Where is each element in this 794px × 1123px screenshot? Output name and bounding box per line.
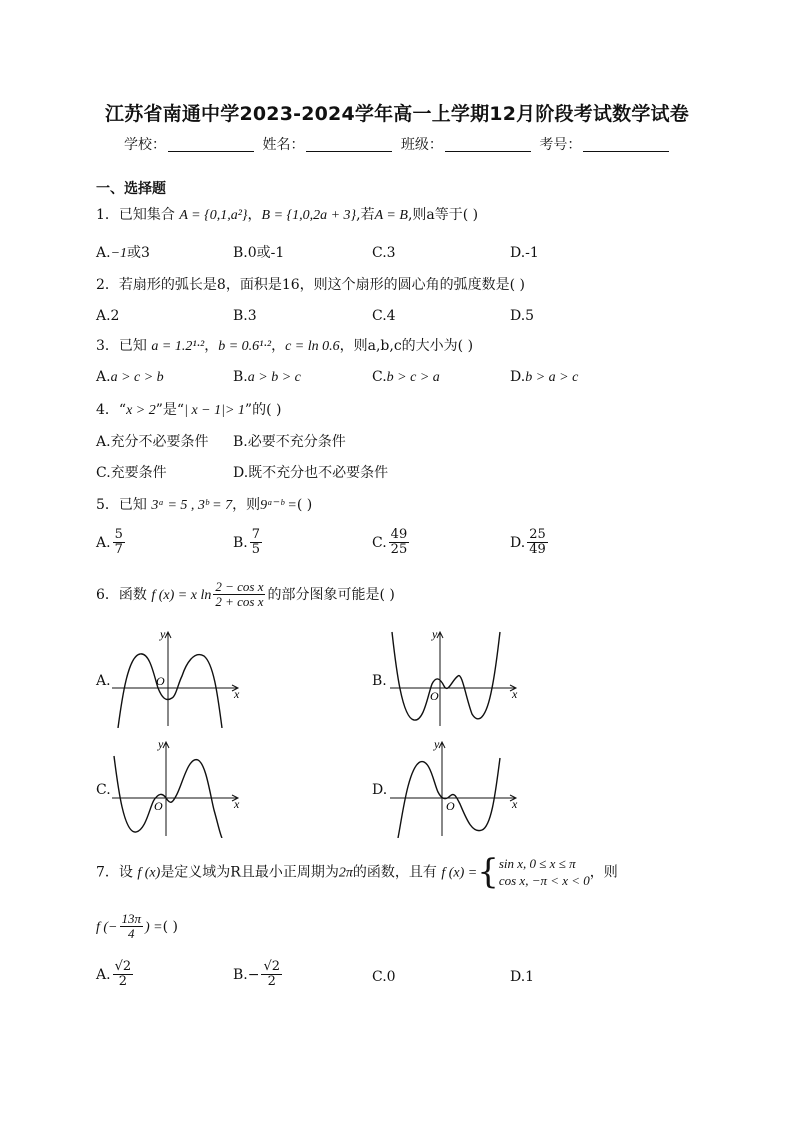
q7-a-label: A. — [96, 966, 111, 983]
q5-expr2: 9ᵃ⁻ᵇ = — [260, 498, 297, 513]
q5-number: 5． — [96, 497, 119, 513]
q5-post1: ，则 — [232, 497, 261, 513]
question-5 — [96, 497, 312, 515]
q7-paren: ( ) — [162, 918, 178, 935]
name-label: 姓名： — [262, 137, 305, 153]
q6-graph-c-axes — [112, 742, 238, 836]
section-heading: 一、选择题 — [96, 181, 166, 197]
q6-graph-a-y: y — [160, 628, 166, 641]
q5-d-frac — [527, 528, 548, 558]
q1-option-d[interactable]: D.-1 — [510, 245, 539, 261]
q7-mid2: 的函数，且有 — [352, 864, 437, 881]
q6-post: 的部分图象可能是( ) — [267, 586, 395, 603]
q4-post: ”的( ) — [244, 402, 282, 418]
q3-text: 已知 — [118, 338, 147, 354]
q3-option-d[interactable] — [510, 369, 578, 387]
q6-graph-a-curve — [118, 654, 222, 728]
q5-c-label: C. — [372, 534, 387, 551]
q7-fx2: f (x) = — [441, 865, 478, 881]
q3-option-b[interactable] — [233, 369, 301, 387]
q5-expr1: 3ᵃ = 5 , 3ᵇ = 7 — [151, 498, 233, 513]
q5-option-a[interactable] — [96, 528, 127, 558]
q6-graph-b-axes — [390, 632, 516, 726]
question-3: 3．已知 a = 1.2¹·²，b = 0.6¹·²，c = ln 0.6，则a,b,c的大小为( ) — [96, 338, 474, 354]
class-blank[interactable] — [445, 137, 531, 152]
q6-option-c[interactable]: C. — [96, 782, 111, 798]
question-7 — [96, 852, 618, 893]
q6-frac — [213, 580, 265, 610]
q3-b: b = 0.6¹·² — [218, 339, 272, 354]
q5-post2: ( ) — [296, 497, 313, 513]
q7-frac — [120, 912, 144, 942]
q1-set-b: B = {1,0,2a + 3} — [261, 208, 357, 223]
q1-option-a[interactable] — [96, 245, 150, 263]
q5-option-b[interactable] — [233, 528, 264, 558]
q6-graph-a-x: x — [234, 687, 240, 701]
q2-option-c[interactable]: C.4 — [372, 308, 396, 324]
q6-graph-d-axes — [390, 742, 516, 836]
q2-option-b[interactable]: B.3 — [233, 308, 257, 324]
q1-set-a: A = {0,1,a²} — [179, 208, 248, 223]
q6-option-b[interactable]: B. — [372, 673, 387, 689]
q1-comma: ， — [247, 207, 262, 223]
q5-text: 已知 — [118, 497, 147, 513]
q7-case2: cos x, −π < x < 0 — [498, 873, 590, 889]
q6-graph-b-y: y — [432, 628, 438, 641]
q5-c-den: 25 — [390, 542, 408, 558]
q3-a-val: a > c > b — [110, 370, 164, 385]
page-title: 江苏省南通中学2023-2024学年高一上学期12月阶段考试数学试卷 — [105, 103, 689, 125]
q7-fx: f (x) — [137, 865, 161, 881]
q3-post: ，则a,b,c的大小为( ) — [339, 338, 474, 354]
q5-a-frac — [113, 528, 125, 558]
name-blank[interactable] — [306, 137, 392, 152]
q5-b-frac — [250, 528, 262, 558]
q7-period: 2π — [338, 865, 353, 881]
q7-a-frac — [113, 960, 134, 990]
q1-eq: A = B — [374, 208, 408, 223]
q4-open: “ — [118, 402, 127, 418]
q7-b-frac — [261, 960, 282, 990]
q5-d-den: 49 — [529, 542, 546, 558]
q6-graph-c — [110, 738, 245, 838]
q7-number: 7． — [96, 864, 119, 881]
q6-option-d[interactable]: D. — [372, 782, 388, 798]
q6-graph-c-x: x — [234, 797, 240, 811]
q7-b-minus: − — [247, 966, 260, 983]
q7-den: 4 — [128, 926, 135, 942]
q7-f-close: ) = — [145, 919, 163, 935]
q3-b-label: B. — [233, 369, 248, 385]
q7-post: ，则 — [589, 864, 618, 881]
q1-option-b[interactable]: B.0或-1 — [233, 245, 285, 261]
q6-text: 函数 — [118, 586, 147, 603]
q4-option-b[interactable]: B.必要不充分条件 — [233, 434, 346, 450]
q6-graph-d-x: x — [512, 797, 518, 811]
q7-b-label: B. — [233, 966, 248, 983]
question-7-line2 — [96, 912, 178, 942]
q3-number: 3． — [96, 338, 119, 354]
q7-option-d[interactable]: D.1 — [510, 969, 535, 985]
q1-option-c[interactable]: C.3 — [372, 245, 396, 261]
q6-graph-c-o: O — [154, 799, 163, 813]
q3-option-c[interactable] — [372, 369, 440, 387]
q6-graph-b — [388, 628, 523, 728]
q7-cases — [499, 855, 590, 890]
number-label: 考号： — [539, 137, 582, 153]
q5-d-num: 25 — [529, 527, 546, 542]
question-4 — [96, 402, 281, 420]
q7-mid: 是定义域为R且最小正周期为 — [160, 864, 339, 881]
q5-c-num: 49 — [390, 527, 408, 542]
q6-number: 6． — [96, 586, 119, 603]
q3-d-label: D. — [510, 369, 526, 385]
q4-cond2: | x − 1|> 1 — [184, 403, 245, 418]
q5-b-den: 5 — [251, 542, 261, 558]
q4-cond1: x > 2 — [126, 403, 156, 418]
q6-den: 2 + cos x — [215, 594, 264, 610]
q7-a-num: √2 — [114, 959, 132, 974]
q5-b-label: B. — [233, 534, 248, 551]
q1-option-a-val: −1 — [110, 246, 128, 261]
q1-text: 已知集合 — [118, 207, 175, 223]
q3-b-val: a > b > c — [247, 370, 301, 385]
student-info-line — [124, 137, 673, 154]
q6-fx: f (x) = x ln — [151, 587, 212, 603]
q1-number: 1． — [96, 207, 119, 223]
q6-graph-c-y: y — [158, 738, 164, 751]
q7-brace: { — [477, 852, 499, 892]
q3-a-label: A. — [96, 369, 111, 385]
q7-a-den: 2 — [118, 974, 127, 990]
q6-graph-a-o: O — [156, 674, 165, 688]
q6-num: 2 − cos x — [215, 579, 264, 594]
q7-case1: sin x, 0 ≤ x ≤ π — [498, 855, 576, 871]
q2-option-a[interactable]: A.2 — [96, 308, 120, 324]
q5-option-d[interactable] — [510, 528, 550, 558]
q5-option-c[interactable] — [372, 528, 411, 558]
q7-f-open: f (− — [96, 919, 118, 935]
q5-d-label: D. — [510, 534, 526, 551]
class-label: 班级： — [400, 137, 443, 153]
q3-a: a = 1.2¹·² — [151, 339, 205, 354]
q4-number: 4． — [96, 402, 119, 418]
q7-text: 设 — [118, 864, 133, 881]
q5-a-label: A. — [96, 534, 111, 551]
q5-c-frac — [389, 528, 410, 558]
q6-graph-b-curve — [392, 632, 500, 720]
q3-c: c = ln 0.6 — [285, 339, 340, 354]
number-blank[interactable] — [583, 137, 669, 152]
q1-if: ,若 — [356, 207, 375, 223]
q4-option-c[interactable]: C.充要条件 — [96, 465, 167, 481]
q4-mid: ”是“ — [155, 402, 185, 418]
q6-graph-d-o: O — [446, 799, 455, 813]
q6-graph-b-x: x — [512, 687, 518, 701]
q6-option-a[interactable]: A. — [96, 673, 111, 689]
q3-d-val: b > a > c — [525, 370, 579, 385]
q1-option-a-rest: 或3 — [127, 245, 150, 261]
q6-graph-d — [388, 738, 523, 838]
question-2: 2．若扇形的弧长是8，面积是16，则这个扇形的圆心角的弧度数是( ) — [96, 277, 526, 293]
q7-num: 13π — [121, 911, 142, 926]
q6-graph-a-axes — [112, 632, 238, 726]
q6-graph-d-y: y — [434, 738, 440, 751]
q3-c-val: b > c > a — [386, 370, 440, 385]
q7-option-c[interactable]: C.0 — [372, 969, 396, 985]
q5-a-num: 5 — [114, 527, 123, 542]
q1-option-a-label: A. — [96, 245, 111, 261]
q3-option-a[interactable] — [96, 369, 164, 387]
q2-option-d[interactable]: D.5 — [510, 308, 535, 324]
q7-b-den: 2 — [267, 974, 276, 990]
school-blank[interactable] — [168, 137, 254, 152]
q7-option-a[interactable] — [96, 960, 135, 990]
q6-graph-c-curve — [114, 756, 222, 838]
q4-option-a[interactable]: A.充分不必要条件 — [96, 434, 209, 450]
q6-graph-a — [110, 628, 245, 728]
q5-b-num: 7 — [251, 527, 261, 542]
q1-post: ,则a等于( ) — [407, 207, 479, 223]
q7-option-b[interactable] — [233, 960, 284, 990]
q4-option-d[interactable]: D.既不充分也不必要条件 — [233, 465, 389, 481]
q3-c-label: C. — [372, 369, 387, 385]
question-1 — [96, 207, 478, 225]
question-6 — [96, 580, 395, 610]
q7-b-num: √2 — [263, 959, 281, 974]
q5-a-den: 7 — [114, 542, 123, 558]
school-label: 学校： — [124, 137, 166, 153]
q6-graph-b-o: O — [430, 689, 439, 703]
